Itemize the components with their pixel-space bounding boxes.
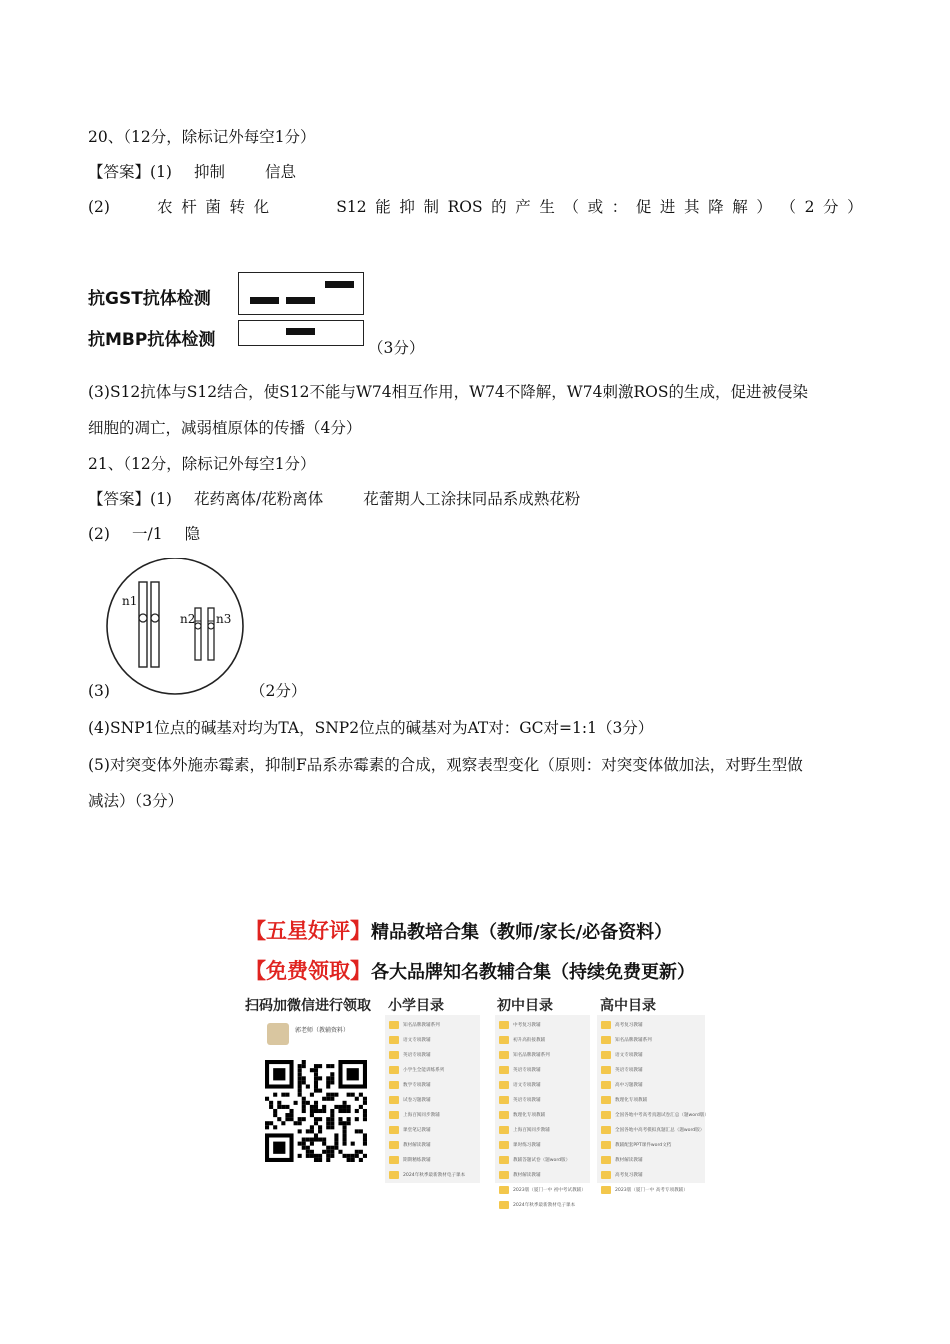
folder-icon bbox=[389, 1051, 399, 1059]
folder-label: 语文专项教辅 bbox=[513, 1082, 541, 1088]
answer-char: ROS bbox=[447, 198, 483, 216]
folder-icon bbox=[389, 1126, 399, 1134]
answer-char: 化 bbox=[253, 198, 270, 216]
folder-icon bbox=[601, 1081, 611, 1089]
part-number: (2) bbox=[88, 525, 110, 543]
folder-label: 2024年秋季最新教材电子课本 bbox=[403, 1172, 466, 1178]
folder-icon bbox=[499, 1126, 509, 1134]
folder-item bbox=[389, 1152, 465, 1167]
folder-item bbox=[389, 1077, 465, 1092]
chromosome-n3 bbox=[208, 608, 214, 660]
q21-part-4: (4)SNP1位点的碱基对均为TA，SNP2位点的碱基对为AT对：GC对=1:1（3分） bbox=[88, 719, 654, 737]
folder-item bbox=[601, 1182, 709, 1197]
blot-band bbox=[325, 281, 354, 288]
chromosome-diagram bbox=[100, 558, 250, 698]
folder-icon bbox=[499, 1021, 509, 1029]
answer-char: 制 bbox=[423, 198, 439, 216]
folder-icon bbox=[389, 1021, 399, 1029]
folder-label: 英语专项教辅 bbox=[513, 1097, 541, 1103]
folder-icon bbox=[601, 1186, 611, 1194]
folder-label: 语文专项教辅 bbox=[615, 1052, 643, 1058]
folder-item bbox=[601, 1062, 709, 1077]
answer-char: 降 bbox=[708, 198, 724, 216]
folder-label: 2023版（厦门一中 初中考试教辅） bbox=[513, 1187, 586, 1193]
folder-label: 英语专项教辅 bbox=[403, 1052, 431, 1058]
high-folder-list bbox=[601, 1017, 709, 1197]
spacer bbox=[119, 196, 149, 218]
centromere bbox=[208, 623, 214, 629]
avatar bbox=[267, 1023, 289, 1045]
folder-label: 高中习题教辅 bbox=[615, 1082, 643, 1088]
folder-item bbox=[499, 1167, 586, 1182]
folder-icon bbox=[499, 1066, 509, 1074]
folder-icon bbox=[601, 1036, 611, 1044]
folder-label: 初升高衔接教辅 bbox=[513, 1037, 546, 1043]
folder-label: 教材解读教辅 bbox=[615, 1157, 643, 1163]
folder-icon bbox=[601, 1171, 611, 1179]
folder-icon bbox=[601, 1066, 611, 1074]
promo-col-primary: 小学目录 bbox=[388, 998, 444, 1014]
folder-item bbox=[499, 1047, 586, 1062]
folder-label: 语文专项教辅 bbox=[403, 1037, 431, 1043]
folder-item bbox=[389, 1032, 465, 1047]
folder-icon bbox=[389, 1096, 399, 1104]
cell-outline bbox=[107, 558, 243, 694]
q20-part-3-line-2: 细胞的凋亡，减弱植原体的传播（4分） bbox=[88, 419, 362, 437]
centromere bbox=[139, 614, 147, 622]
answer-blank-2: 信息 bbox=[265, 163, 297, 181]
folder-icon bbox=[499, 1051, 509, 1059]
q21-part-3-score: （2分） bbox=[250, 682, 307, 700]
label-n3: n3 bbox=[216, 612, 232, 626]
middle-folder-list bbox=[499, 1017, 586, 1212]
folder-label: 小学生全能训练系列 bbox=[403, 1067, 445, 1073]
folder-label: 课时练习教辅 bbox=[513, 1142, 541, 1148]
folder-label: 数学专项教辅 bbox=[403, 1082, 431, 1088]
folder-item bbox=[499, 1122, 586, 1137]
part-number: (2) bbox=[88, 198, 110, 216]
answer-char: 菌 bbox=[205, 198, 221, 216]
folder-label: 知名品牌教辅系列 bbox=[403, 1022, 440, 1028]
answer-char: 其 bbox=[684, 198, 700, 216]
folder-label: 英语专项教辅 bbox=[513, 1067, 541, 1073]
answer-char: 能 bbox=[375, 198, 391, 216]
folder-item bbox=[499, 1062, 586, 1077]
folder-item bbox=[499, 1032, 586, 1047]
answer-char: 促 bbox=[635, 198, 652, 216]
answer-char: 转 bbox=[229, 198, 245, 216]
folder-label: 教辅配套PPT课件word文档 bbox=[615, 1142, 672, 1148]
answer-char: 农 bbox=[157, 198, 173, 216]
folder-item bbox=[389, 1107, 465, 1122]
answer-char: 杆 bbox=[181, 198, 197, 216]
chromosome-n1-left bbox=[139, 582, 147, 667]
folder-label: 期期精练教辅 bbox=[403, 1157, 431, 1163]
answer-char: 2 bbox=[804, 198, 815, 216]
label-n2: n2 bbox=[180, 612, 196, 626]
answer-char: ： bbox=[611, 198, 628, 216]
promo-col-high: 高中目录 bbox=[600, 998, 656, 1014]
folder-icon bbox=[601, 1096, 611, 1104]
folder-label: 课堂笔记教辅 bbox=[403, 1127, 431, 1133]
label-n1: n1 bbox=[122, 594, 138, 608]
folder-item bbox=[601, 1137, 709, 1152]
folder-icon bbox=[499, 1111, 509, 1119]
blot-label-mbp: 抗MBP抗体检测 bbox=[88, 330, 216, 350]
folder-icon bbox=[601, 1156, 611, 1164]
answer-blank-1: 花药离体/花粉离体 bbox=[193, 490, 324, 508]
folder-label: 教辅答题试卷（题word版） bbox=[513, 1157, 571, 1163]
q20-part-3-line-1: (3)S12抗体与S12结合，使S12不能与W74相互作用，W74不降解，W74刺激ROS的生成，促进被侵染 bbox=[88, 383, 808, 401]
folder-label: 教材解读教辅 bbox=[513, 1172, 541, 1178]
centromere bbox=[151, 614, 159, 622]
q20-header: 20、（12分，除标记外每空1分） bbox=[88, 128, 316, 146]
folder-icon bbox=[601, 1051, 611, 1059]
primary-folder-list bbox=[389, 1017, 465, 1182]
folder-item bbox=[601, 1017, 709, 1032]
folder-item bbox=[389, 1047, 465, 1062]
promo-col-middle: 初中目录 bbox=[497, 998, 553, 1014]
q21-answer-line-1 bbox=[88, 488, 580, 510]
answer-char: S12 bbox=[336, 198, 367, 216]
folder-label: 知名品牌教辅系列 bbox=[615, 1037, 652, 1043]
q21-part-5-line-2: 减法）（3分） bbox=[88, 792, 184, 810]
folder-item bbox=[601, 1152, 709, 1167]
folder-label: 2023版（厦门一中 高考专项教辅） bbox=[615, 1187, 688, 1193]
folder-icon bbox=[601, 1111, 611, 1119]
folder-icon bbox=[601, 1126, 611, 1134]
answer-blank-1: 抑制 bbox=[193, 163, 225, 181]
folder-icon bbox=[601, 1021, 611, 1029]
answer-label: 【答案】 bbox=[88, 163, 151, 181]
folder-item bbox=[499, 1182, 586, 1197]
promo-banner bbox=[245, 915, 715, 1208]
blot-band bbox=[286, 328, 315, 335]
answer-char: 进 bbox=[659, 198, 676, 216]
promo-line-2 bbox=[245, 955, 695, 985]
folder-label: 上海百阅同步教辅 bbox=[513, 1127, 550, 1133]
folder-label: 高考复习教辅 bbox=[615, 1022, 643, 1028]
answer-blank-1: 一/1 bbox=[131, 525, 163, 543]
folder-label: 全国各地中高考模拟真题汇总（题word版） bbox=[615, 1127, 705, 1133]
folder-item bbox=[601, 1167, 709, 1182]
q20-answer-line-1 bbox=[88, 161, 296, 183]
folder-icon bbox=[499, 1081, 509, 1089]
folder-item bbox=[601, 1092, 709, 1107]
folder-item bbox=[389, 1167, 465, 1182]
blot-band bbox=[250, 297, 279, 304]
folder-icon bbox=[499, 1096, 509, 1104]
folder-label: 英语专项教辅 bbox=[615, 1067, 643, 1073]
answer-char: （ bbox=[780, 198, 796, 216]
answer-blank-2: 花蕾期人工涂抹同品系成熟花粉 bbox=[363, 490, 581, 508]
folder-item bbox=[499, 1077, 586, 1092]
folder-icon bbox=[389, 1066, 399, 1074]
promo-scan-text: 扫码加微信进行领取 bbox=[245, 998, 371, 1014]
folder-item bbox=[389, 1137, 465, 1152]
folder-icon bbox=[601, 1141, 611, 1149]
answer-blank-2: 隐 bbox=[184, 525, 201, 543]
spacer bbox=[278, 196, 328, 218]
folder-icon bbox=[389, 1141, 399, 1149]
folder-item bbox=[601, 1077, 709, 1092]
folder-label: 中考复习教辅 bbox=[513, 1022, 541, 1028]
q21-part-5-line-1: (5)对突变体外施赤霉素，抑制F品系赤霉素的合成，观察表型变化（原则：对突变体做加法，对野生型做 bbox=[88, 756, 803, 774]
folder-icon bbox=[499, 1156, 509, 1164]
folder-item bbox=[601, 1107, 709, 1122]
answer-char: 分 bbox=[823, 198, 839, 216]
blot-box-gst bbox=[238, 272, 364, 315]
folder-item bbox=[389, 1062, 465, 1077]
folder-item bbox=[499, 1152, 586, 1167]
folder-icon bbox=[389, 1111, 399, 1119]
promo-line-1-black: 精品教培合集（教师/家长/必备资料） bbox=[371, 922, 673, 943]
folder-item bbox=[389, 1017, 465, 1032]
blot-score: （3分） bbox=[368, 339, 425, 357]
folder-icon bbox=[389, 1036, 399, 1044]
answer-char: ） bbox=[847, 198, 863, 216]
folder-label: 全国各地中考高考真题试卷汇总（题word版） bbox=[615, 1112, 709, 1118]
folder-label: 高考复习教辅 bbox=[615, 1172, 643, 1178]
part-number: (1) bbox=[150, 163, 172, 181]
chromosome-n2 bbox=[195, 608, 201, 660]
folder-icon bbox=[389, 1081, 399, 1089]
folder-label: 教材解读教辅 bbox=[403, 1142, 431, 1148]
folder-item bbox=[389, 1122, 465, 1137]
q20-answer-line-2 bbox=[88, 196, 863, 218]
folder-item bbox=[499, 1197, 586, 1212]
blot-band bbox=[286, 297, 315, 304]
answer-char: 或 bbox=[587, 198, 604, 216]
promo-line-1 bbox=[245, 915, 672, 945]
folder-icon bbox=[499, 1141, 509, 1149]
folder-label: 数理化专项教辅 bbox=[615, 1097, 648, 1103]
promo-line-1-red: 【五星好评】 bbox=[245, 919, 371, 943]
chromosome-n1-right bbox=[151, 582, 159, 667]
folder-item bbox=[499, 1137, 586, 1152]
folder-label: 2024年秋季最新教材电子课本 bbox=[513, 1202, 576, 1208]
answer-char: 抑 bbox=[399, 198, 415, 216]
folder-item bbox=[499, 1107, 586, 1122]
promo-line-2-black: 各大品牌知名教辅合集（持续免费更新） bbox=[371, 962, 695, 983]
folder-icon bbox=[499, 1186, 509, 1194]
folder-item bbox=[499, 1092, 586, 1107]
answer-char: 生 bbox=[539, 198, 555, 216]
answer-char: 产 bbox=[515, 198, 531, 216]
q21-header: 21、（12分，除标记外每空1分） bbox=[88, 455, 316, 473]
answer-char: （ bbox=[563, 198, 579, 216]
folder-item bbox=[389, 1092, 465, 1107]
folder-icon bbox=[499, 1201, 509, 1209]
folder-label: 试卷习题教辅 bbox=[403, 1097, 431, 1103]
answer-char: ） bbox=[756, 198, 772, 216]
blot-label-gst: 抗GST抗体检测 bbox=[88, 289, 211, 309]
folder-icon bbox=[389, 1156, 399, 1164]
answer-label: 【答案】 bbox=[88, 490, 151, 508]
folder-icon bbox=[389, 1171, 399, 1179]
answer-char: 的 bbox=[491, 198, 507, 216]
folder-item bbox=[601, 1047, 709, 1062]
folder-item bbox=[601, 1122, 709, 1137]
q20-part-2-spread bbox=[88, 196, 863, 218]
centromere bbox=[195, 623, 201, 629]
part-number: (1) bbox=[150, 490, 172, 508]
promo-line-2-red: 【免费领取】 bbox=[245, 959, 371, 983]
contact-name: 郭老师（教辅资料） bbox=[295, 1027, 350, 1034]
folder-label: 知名品牌教辅系列 bbox=[513, 1052, 550, 1058]
folder-icon bbox=[499, 1171, 509, 1179]
folder-item bbox=[601, 1032, 709, 1047]
folder-label: 数理化专项教辅 bbox=[513, 1112, 546, 1118]
folder-icon bbox=[499, 1036, 509, 1044]
folder-label: 上海百阅同步教辅 bbox=[403, 1112, 440, 1118]
folder-item bbox=[499, 1017, 586, 1032]
qr-code-icon bbox=[265, 1060, 367, 1162]
q21-answer-line-2 bbox=[88, 523, 200, 545]
q21-part-3-number: (3) bbox=[88, 682, 110, 700]
blot-box-mbp bbox=[238, 320, 364, 346]
answer-char: 解 bbox=[732, 198, 748, 216]
